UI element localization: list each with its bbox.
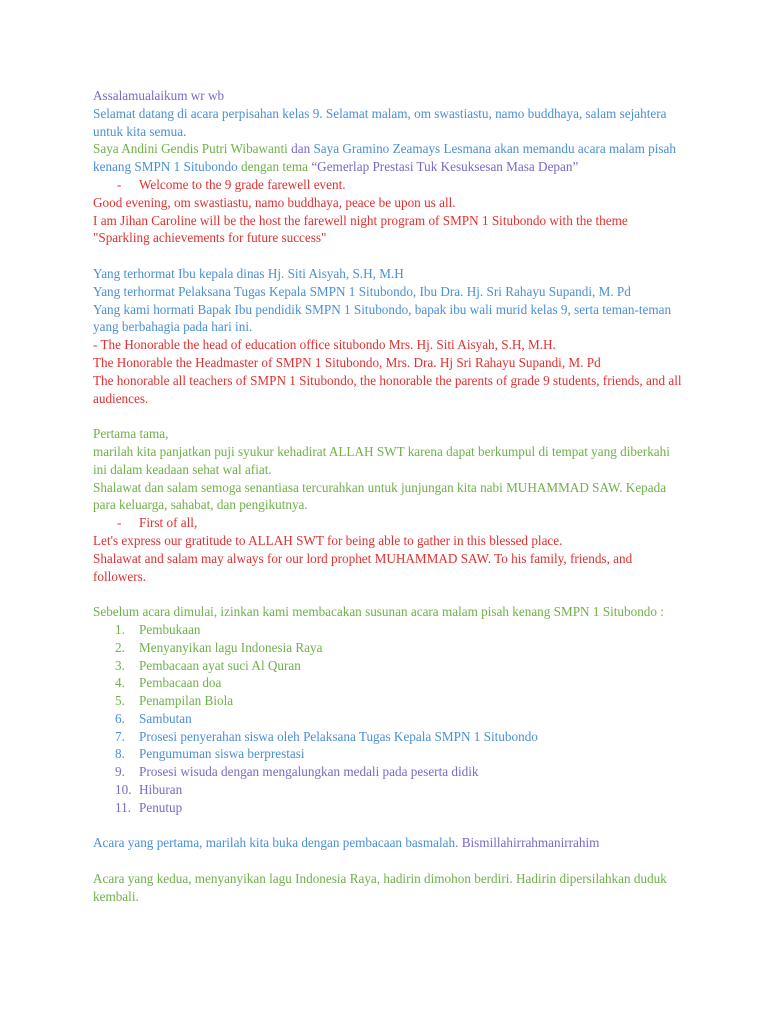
en-welcome-line (93, 176, 683, 194)
basmalah-text: Bismillahirrahmanirrahim (461, 835, 600, 851)
agenda-item-label: Menyanyikan lagu Indonesia Raya (139, 639, 323, 655)
prayer-en-3: Shalawat and salam may always for our lord prophet MUHAMMAD SAW. To his family, friends, and followers. (93, 550, 633, 584)
theme-prefix: dengan tema (241, 159, 312, 175)
en-welcome-text: Welcome to the 9 grade farewell event. (139, 176, 346, 192)
agenda-item-label: Penampilan Biola (139, 693, 234, 709)
blank-line (93, 247, 683, 265)
agenda-item-label: Pembukaan (139, 621, 201, 637)
prayer-id-2: marilah kita panjatkan puji syukur kehadirat ALLAH SWT karena dapat berkumpul di tempat yang diberkahi ini dalam keadaan sehat wal afiat. (93, 443, 670, 477)
document-page (93, 87, 683, 906)
host-description: akan memandu acara malam pisah kenang SMPN 1 Situbondo (93, 141, 676, 175)
agenda-item-label: Pembacaan ayat suci Al Quran (139, 657, 301, 673)
agenda-list (93, 621, 683, 817)
agenda-item-number: 10. (115, 782, 132, 798)
blank-line (93, 852, 683, 870)
agenda-item-number: 4. (115, 675, 125, 691)
prayer-id-1: Pertama tama, (93, 426, 169, 442)
agenda-item-number: 5. (115, 693, 125, 709)
honorific-en-3: The honorable all teachers of SMPN 1 Situbondo, the honorable the parents of grade 9 students, friends, and all audiences. (93, 372, 682, 406)
honorific-en-1: - The Honorable the head of education office situbondo Mrs. Hj. Siti Aisyah, S.H, M.H. (93, 337, 556, 353)
greeting-line: Assalamualaikum wr wb (93, 88, 225, 103)
agenda-item (93, 781, 683, 799)
agenda-item (93, 763, 683, 781)
agenda-item (93, 657, 683, 675)
blank-line (93, 407, 683, 425)
agenda-item (93, 639, 683, 657)
agenda-item (93, 674, 683, 692)
agenda-item (93, 621, 683, 639)
host-a-name: Saya Andini Gendis Putri Wibawanti (93, 141, 288, 157)
theme-text: “Gemerlap Prestasi Tuk Kesuksesan Masa Depan” (311, 159, 579, 175)
prayer-id-3: Shalawat dan salam semoga senantiasa tercurahkan untuk junjungan kita nabi MUHAMMAD SAW. Kepada para keluarga, sahabat, dan pengikutnya. (93, 479, 667, 513)
prayer-en-1-line (93, 514, 683, 532)
agenda-item-number: 7. (115, 728, 125, 744)
blank-line (93, 585, 683, 603)
honorific-id-1: Yang terhormat Ibu kepala dinas Hj. Siti Aisyah, S.H, M.H (93, 265, 404, 281)
welcome-paragraph: Selamat datang di acara perpisahan kelas 9. Selamat malam, om swastiastu, namo buddhaya, salam sejahtera untuk kita semua. (93, 105, 667, 139)
en-host-paragraph: I am Jihan Caroline will be the host the farewell night program of SMPN 1 Situbondo with the theme "Sparkling achievements for future success" (93, 212, 628, 246)
dash-bullet: - (117, 515, 122, 531)
agenda-item-label: Sambutan (139, 710, 192, 726)
agenda-item-number: 8. (115, 746, 125, 762)
agenda-item-label: Hiburan (139, 782, 183, 798)
host-conjunction: dan (287, 141, 314, 157)
agenda-item (93, 799, 683, 817)
blank-line (93, 817, 683, 835)
agenda-item (93, 728, 683, 746)
agenda-item (93, 710, 683, 728)
prayer-en-2: Let's express our gratitude to ALLAH SWT for being able to gather in this blessed place. (93, 532, 563, 548)
honorific-en-2: The Honorable the Headmaster of SMPN 1 Situbondo, Mrs. Dra. Hj Sri Rahayu Supandi, M. Pd (93, 354, 601, 370)
agenda-item-number: 11. (115, 799, 131, 815)
program-first (93, 834, 683, 852)
agenda-item-label: Pembacaan doa (139, 675, 222, 691)
program-first-text: Acara yang pertama, marilah kita buka dengan pembacaan basmalah. (93, 835, 462, 851)
prayer-en-1: First of all, (139, 515, 198, 531)
agenda-item (93, 745, 683, 763)
agenda-item-label: Pengumuman siswa berprestasi (139, 746, 305, 762)
dash-bullet: - (117, 176, 122, 192)
agenda-item-number: 2. (115, 639, 125, 655)
agenda-item-label: Penutup (139, 799, 183, 815)
agenda-item (93, 692, 683, 710)
host-b-name: Saya Gramino Zeamays Lesmana (313, 141, 492, 157)
hosts-paragraph (93, 140, 683, 176)
en-evening-line: Good evening, om swastiastu, namo buddhaya, peace be upon us all. (93, 194, 456, 210)
honorific-id-2: Yang terhormat Pelaksana Tugas Kepala SMPN 1 Situbondo, Ibu Dra. Hj. Sri Rahayu Supandi, M. Pd (93, 283, 631, 299)
agenda-item-number: 1. (115, 621, 125, 637)
agenda-item-number: 9. (115, 764, 125, 780)
agenda-item-number: 3. (115, 657, 125, 673)
agenda-intro: Sebelum acara dimulai, izinkan kami membacakan susunan acara malam pisah kenang SMPN 1 Situbondo : (93, 604, 664, 620)
agenda-item-label: Prosesi penyerahan siswa oleh Pelaksana Tugas Kepala SMPN 1 Situbondo (139, 728, 538, 744)
agenda-item-label: Prosesi wisuda dengan mengalungkan medali pada peserta didik (139, 764, 479, 780)
program-second: Acara yang kedua, menyanyikan lagu Indonesia Raya, hadirin dimohon berdiri. Hadirin dipersilahkan duduk kembali. (93, 871, 667, 904)
honorific-id-3: Yang kami hormati Bapak Ibu pendidik SMPN 1 Situbondo, bapak ibu wali murid kelas 9, serta teman-teman yang berbahagia pada hari ini. (93, 301, 672, 335)
agenda-item-number: 6. (115, 710, 125, 726)
